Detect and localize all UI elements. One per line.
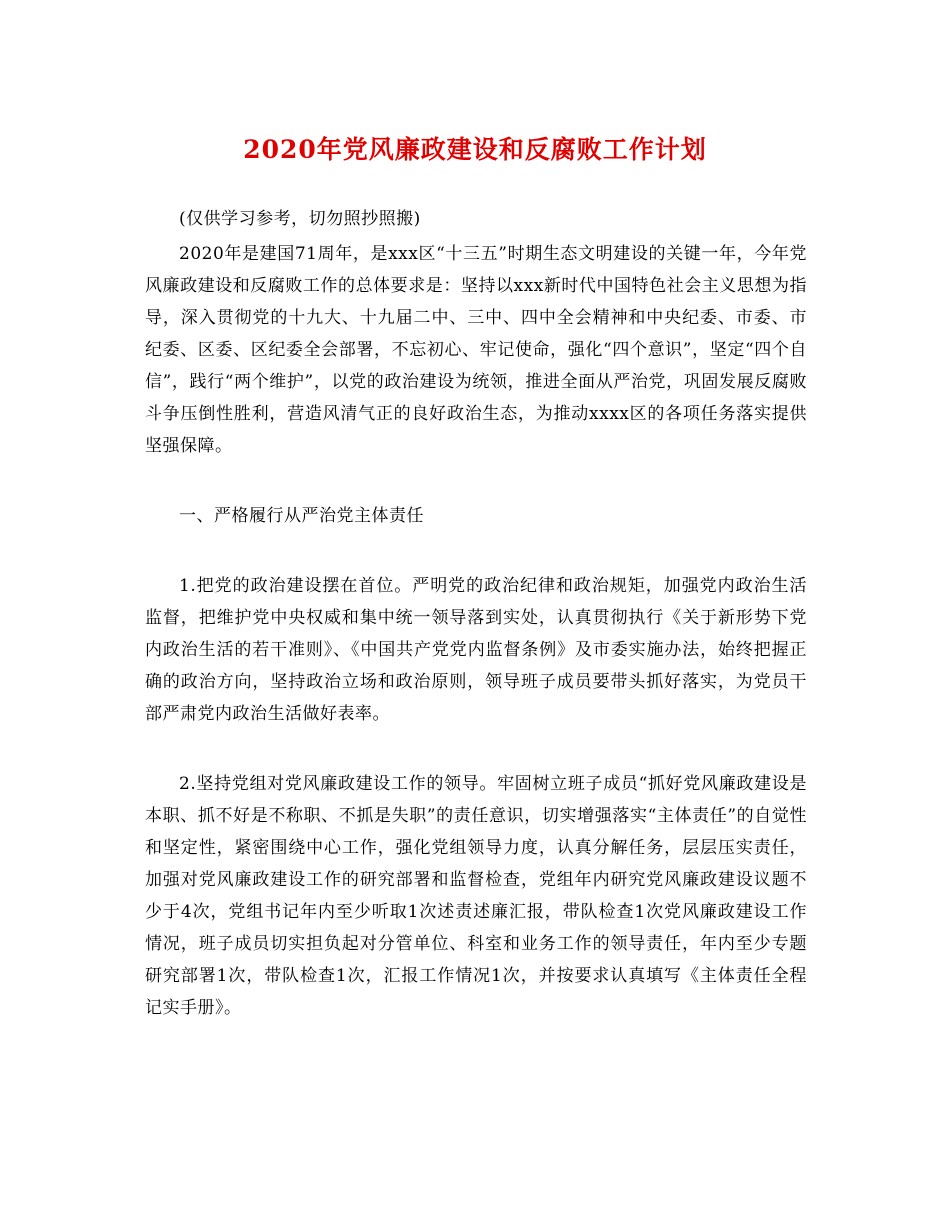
document-body (145, 203, 807, 1024)
document-title: 2020年党风廉政建设和反腐败工作计划 (243, 135, 707, 164)
paragraph-spacer (145, 532, 807, 570)
item-1-paragraph: 1.把党的政治建设摆在首位。严明党的政治纪律和政治规矩，加强党内政治生活监督，把维护党中央权威和集中统一领导落到实处，认真贯彻执行《关于新形势下党内政治生活的若干准则》、《中国共产党党内监督条例》及市委实施办法，始终把握正确的政治方向，坚持政治立场和政治原则，领导班子成员要带头抓好落实，为党员干部严肃党内政治生活做好表率。 (145, 576, 807, 724)
paragraph-spacer (145, 730, 807, 768)
usage-note: (仅供学习参考，切勿照抄照搬) (179, 209, 421, 229)
intro-paragraph: 2020年是建国71周年，是xxx区“十三五”时期生态文明建设的关键一年，今年党风廉政建设和反腐败工作的总体要求是：坚持以xxx新时代中国特色社会主义思想为指导，深入贯彻党的十九大、十九届二中、三中、四中全会精神和中央纪委、市委、市纪委、区委、区纪委全会部署，不忘初心、牢记使命，强化“四个意识”，坚定“四个自信”，践行“两个维护”，以党的政治建设为统领，推进全面从严治党，巩固发展反腐败斗争压倒性胜利，营造风清气正的良好政治生态，为推动xxxx区的各项任务落实提供坚强保障。 (145, 244, 807, 456)
item-2-paragraph: 2.坚持党组对党风廉政建设工作的领导。牢固树立班子成员“抓好党风廉政建设是本职、抓不好是不称职、不抓是失职”的责任意识，切实增强落实“主体责任”的自觉性和坚定性，紧密围绕中心工作，强化党组领导力度，认真分解任务，层层压实责任，加强对党风廉政建设工作的研究部署和监督检查，党组年内研究党风廉政建设议题不少于4次，党组书记年内至少听取1次述责述廉汇报，带队检查1次党风廉政建设工作情况，班子成员切实担负起对分管单位、科室和业务工作的领导责任，年内至少专题研究部署1次，带队检查1次，汇报工作情况1次，并按要求认真填写《主体责任全程记实手册》。 (145, 774, 807, 1018)
paragraph-spacer (145, 462, 807, 500)
section-heading: 一、严格履行从严治党主体责任 (179, 506, 424, 526)
